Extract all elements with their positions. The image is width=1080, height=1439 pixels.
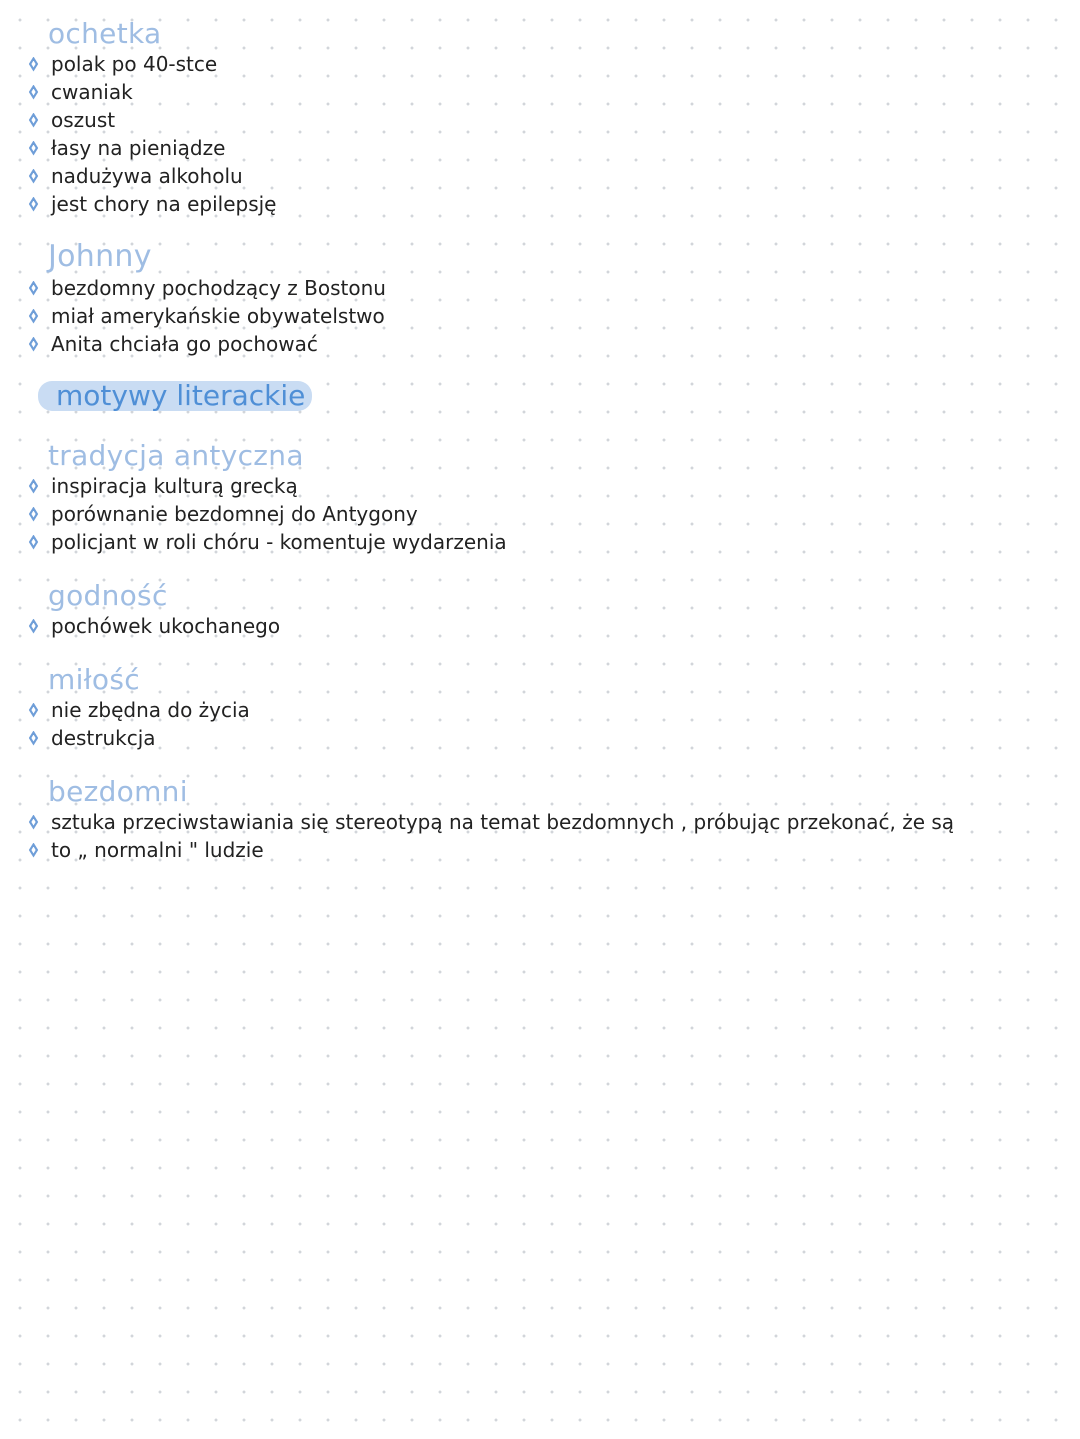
list-item bbox=[28, 472, 507, 500]
diamond-bullet-icon bbox=[29, 703, 38, 718]
list-item bbox=[28, 612, 280, 640]
item-text: cwaniak bbox=[51, 80, 133, 104]
list-item bbox=[28, 162, 277, 190]
list-item bbox=[28, 696, 250, 724]
diamond-bullet-icon bbox=[29, 169, 38, 184]
diamond-bullet-icon bbox=[29, 507, 38, 522]
list-item bbox=[28, 808, 954, 836]
item-list bbox=[28, 808, 954, 864]
section-bezdomni bbox=[28, 776, 954, 864]
diamond-bullet-icon bbox=[29, 619, 38, 634]
diamond-bullet-icon bbox=[29, 309, 38, 324]
item-text: nadużywa alkoholu bbox=[51, 164, 243, 188]
section-ochetka bbox=[28, 18, 277, 218]
list-item bbox=[28, 50, 277, 78]
section-milosc bbox=[28, 664, 250, 752]
diamond-bullet-icon bbox=[29, 535, 38, 550]
item-list bbox=[28, 50, 277, 218]
diamond-bullet-icon bbox=[29, 197, 38, 212]
list-item bbox=[28, 78, 277, 106]
diamond-bullet-icon bbox=[29, 113, 38, 128]
item-text: oszust bbox=[51, 108, 116, 132]
motifs-title: motywy literackie bbox=[56, 379, 306, 412]
item-text: jest chory na epilepsję bbox=[51, 192, 277, 216]
item-text: pochówek ukochanego bbox=[51, 614, 281, 638]
item-list bbox=[28, 274, 386, 358]
item-list bbox=[28, 696, 250, 752]
list-item bbox=[28, 500, 507, 528]
list-item bbox=[28, 724, 250, 752]
item-text: to „ normalni " ludzie bbox=[51, 838, 264, 862]
list-item bbox=[28, 528, 507, 556]
item-text: sztuka przeciwstawiania się stereotypą na temat bezdomnych , próbując przekonać, że są bbox=[51, 810, 955, 834]
section-johnny bbox=[28, 240, 386, 358]
item-text: nie zbędna do życia bbox=[51, 698, 250, 722]
item-list bbox=[28, 472, 507, 556]
section-tradycja-antyczna bbox=[28, 440, 507, 556]
section-heading: godność bbox=[48, 579, 168, 612]
list-item bbox=[28, 106, 277, 134]
item-text: bezdomny pochodzący z Bostonu bbox=[51, 276, 386, 300]
section-heading: ochetka bbox=[48, 17, 162, 50]
item-text: destrukcja bbox=[51, 726, 156, 750]
list-item bbox=[28, 134, 277, 162]
list-item bbox=[28, 330, 386, 358]
item-text: porównanie bezdomnej do Antygony bbox=[51, 502, 418, 526]
diamond-bullet-icon bbox=[29, 281, 38, 296]
section-godnosc bbox=[28, 580, 280, 640]
section-heading: bezdomni bbox=[48, 775, 188, 808]
item-text: Anita chciała go pochować bbox=[51, 332, 318, 356]
section-heading: tradycja antyczna bbox=[48, 439, 304, 472]
diamond-bullet-icon bbox=[29, 731, 38, 746]
list-item bbox=[28, 836, 954, 864]
list-item bbox=[28, 274, 386, 302]
diamond-bullet-icon bbox=[29, 57, 38, 72]
item-text: policjant w roli chóru - komentuje wydarzenia bbox=[51, 530, 507, 554]
item-text: miał amerykańskie obywatelstwo bbox=[51, 304, 385, 328]
item-text: polak po 40-stce bbox=[51, 52, 218, 76]
item-text: łasy na pieniądze bbox=[51, 136, 226, 160]
section-heading: Johnny bbox=[48, 239, 152, 274]
section-heading: miłość bbox=[48, 663, 140, 696]
diamond-bullet-icon bbox=[29, 815, 38, 830]
diamond-bullet-icon bbox=[29, 479, 38, 494]
list-item bbox=[28, 302, 386, 330]
diamond-bullet-icon bbox=[29, 843, 38, 858]
list-item bbox=[28, 190, 277, 218]
item-list bbox=[28, 612, 280, 640]
diamond-bullet-icon bbox=[29, 337, 38, 352]
diamond-bullet-icon bbox=[29, 85, 38, 100]
item-text: inspiracja kulturą grecką bbox=[51, 474, 298, 498]
diamond-bullet-icon bbox=[29, 141, 38, 156]
